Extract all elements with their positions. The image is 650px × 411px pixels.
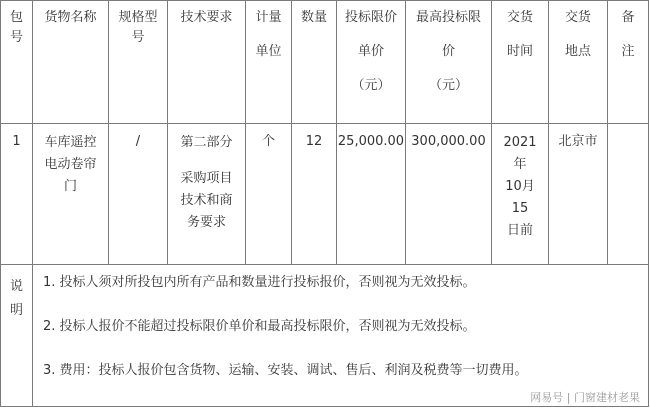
watermark: 网易号 | 门窗建材老果: [530, 391, 640, 404]
cell-remarks: [608, 124, 649, 265]
header-quantity: 数量: [292, 1, 337, 124]
cell-package: 1: [1, 124, 33, 265]
header-remarks: 备 注: [608, 1, 649, 124]
header-tech-req: 技术要求: [168, 1, 246, 124]
note-item: 3. 费用：投标人报价包含货物、运输、安装、调试、售后、利润及税费等一切费用。: [43, 363, 528, 378]
notes-content: [33, 265, 649, 407]
header-unit: 计量 单位: [246, 1, 292, 124]
cell-unit-price: 25,000.00: [337, 124, 406, 265]
header-goods-name: 货物名称: [33, 1, 109, 124]
table-row: [1, 124, 649, 265]
cell-delivery-time: 2021年 10月15 日前: [492, 124, 549, 265]
header-unit-price: 投标限价 单价 （元）: [337, 1, 406, 124]
header-package: 包 号: [1, 1, 33, 124]
cell-max-price: 300,000.00: [406, 124, 492, 265]
notes-label: 说 明: [1, 265, 33, 407]
notes-row: [1, 265, 649, 407]
cell-tech-req: 第二部分 采购项目 技术和商 务要求: [168, 124, 246, 265]
header-row: [1, 1, 649, 124]
note-item: 1. 投标人须对所投包内所有产品和数量进行投标报价，否则视为无效投标。: [43, 275, 476, 290]
cell-goods-name: 车库遥控 电动卷帘 门: [33, 124, 109, 265]
cell-delivery-place: 北京市: [549, 124, 608, 265]
note-item: 2. 投标人报价不能超过投标限价单价和最高投标限价，否则视为无效投标。: [43, 319, 476, 334]
header-delivery-time: 交货 时间: [492, 1, 549, 124]
cell-quantity: 12: [292, 124, 337, 265]
header-spec: 规格型 号: [109, 1, 168, 124]
header-max-price: 最高投标限 价 （元）: [406, 1, 492, 124]
header-delivery-place: 交货 地点: [549, 1, 608, 124]
cell-spec: /: [109, 124, 168, 265]
cell-unit: 个: [246, 124, 292, 265]
